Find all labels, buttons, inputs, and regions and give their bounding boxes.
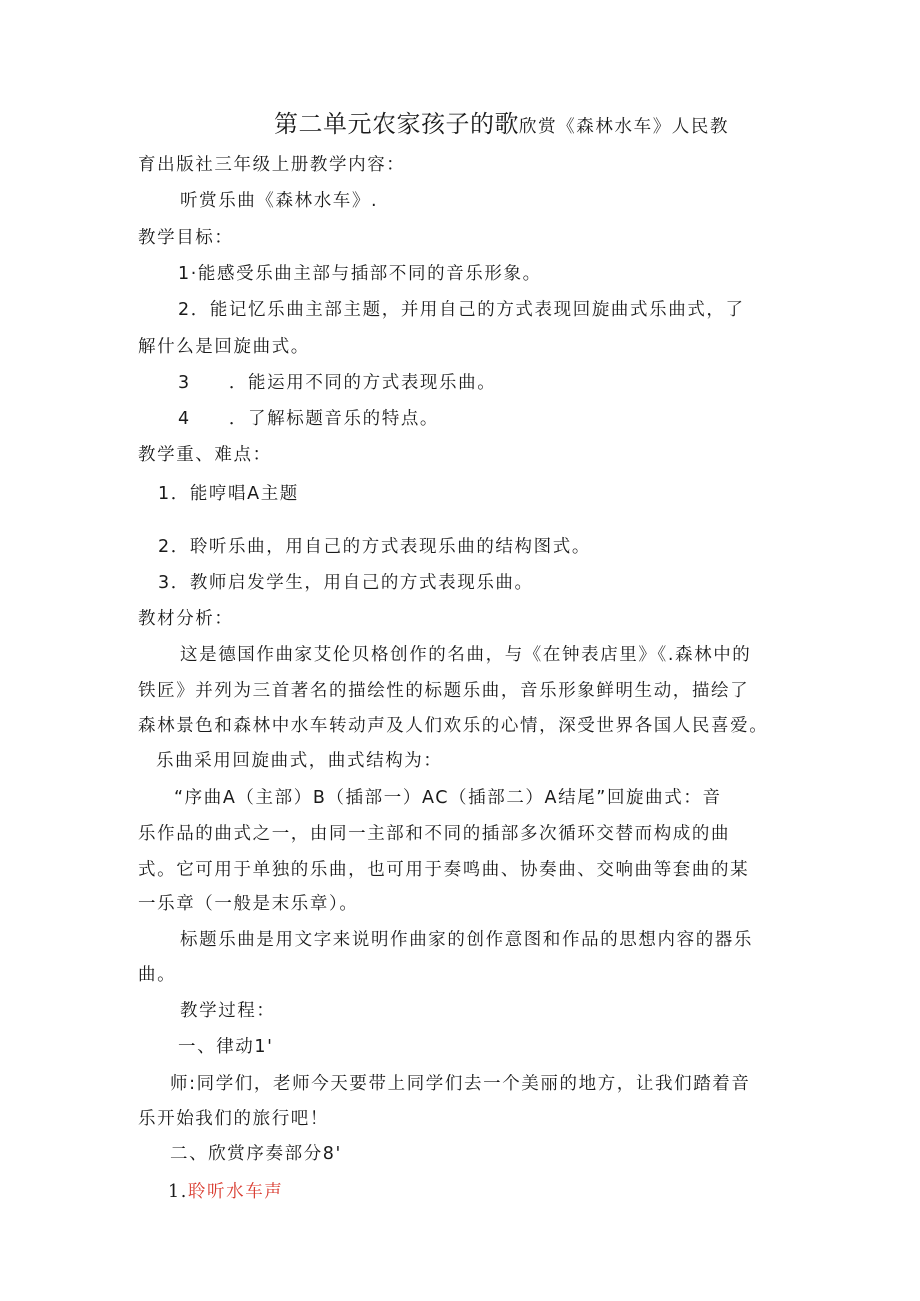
- analysis-p2: 乐曲采用回旋曲式，曲式结构为：: [156, 751, 443, 771]
- objective-1: 1·能感受乐曲主部与插部不同的音乐形象。: [178, 264, 542, 284]
- key-point-1: 1．能哼唱A主题: [158, 484, 299, 504]
- objective-3: 3 ．能运用不同的方式表现乐曲。: [178, 373, 497, 393]
- key-point-3: 3．教师启发学生，用自己的方式表现乐曲。: [158, 573, 534, 593]
- teacher-line-1: 师:同学们，老师今天要带上同学们去一个美丽的地方，让我们踏着音: [170, 1074, 751, 1094]
- analysis-p3-line-3: 式。它可用于单独的乐曲，也可用于奏鸣曲、协奏曲、交响曲等套曲的某: [138, 860, 750, 880]
- step-2-heading: 二、欣赏序奏部分8': [170, 1144, 342, 1164]
- unit-title: 第二单元农家孩子的歌: [274, 110, 519, 138]
- listening-item: [168, 1180, 283, 1204]
- objective-2-line-2: 解什么是回旋曲式。: [138, 337, 310, 357]
- content-text: 听赏乐曲《森林水车》.: [180, 191, 379, 211]
- item-text-highlight: 聆听水车声: [187, 1182, 284, 1202]
- analysis-heading: 教材分析：: [138, 609, 234, 629]
- analysis-p1-line-3: 森林景色和森林中水车转动声及人们欢乐的心情，深受世界各国人民喜爱。: [138, 716, 769, 736]
- title-continuation: 育出版社三年级上册教学内容：: [138, 155, 406, 175]
- title-line: [274, 112, 729, 139]
- item-number: 1.: [168, 1182, 188, 1202]
- title-rest: 欣赏《森林水车》人民教: [519, 117, 730, 137]
- teacher-line-2: 乐开始我们的旅行吧！: [138, 1109, 329, 1129]
- analysis-p3-line-4: 一乐章（一般是末乐章）。: [138, 894, 359, 914]
- analysis-p3-line-2: 乐作品的曲式之一，由同一主部和不同的插部多次循环交替而构成的曲: [138, 824, 731, 844]
- analysis-p4-line-1: 标题乐曲是用文字来说明作曲家的创作意图和作品的思想内容的器乐: [180, 930, 753, 950]
- key-point-2: 2．聆听乐曲，用自己的方式表现乐曲的结构图式。: [158, 537, 591, 557]
- step-1-heading: 一、律动1': [178, 1037, 274, 1057]
- objective-2-line-1: 2．能记忆乐曲主部主题，并用自己的方式表现回旋曲式乐曲式，了: [178, 300, 745, 320]
- analysis-p1-line-1: 这是德国作曲家艾伦贝格创作的名曲，与《在钟表店里》《.森林中的: [180, 645, 752, 665]
- analysis-p3-line-1: “序曲A（主部）B（插部一）AC（插部二）A结尾”回旋曲式：音: [174, 788, 722, 808]
- objective-4: 4 ．了解标题音乐的特点。: [178, 409, 440, 429]
- process-heading: 教学过程：: [180, 1001, 276, 1021]
- analysis-p1-line-2: 铁匠》并列为三首著名的描绘性的标题乐曲，音乐形象鲜明生动，描绘了: [138, 681, 750, 701]
- key-points-heading: 教学重、难点：: [138, 445, 272, 465]
- objectives-heading: 教学目标：: [138, 228, 234, 248]
- analysis-p4-line-2: 曲。: [138, 965, 177, 985]
